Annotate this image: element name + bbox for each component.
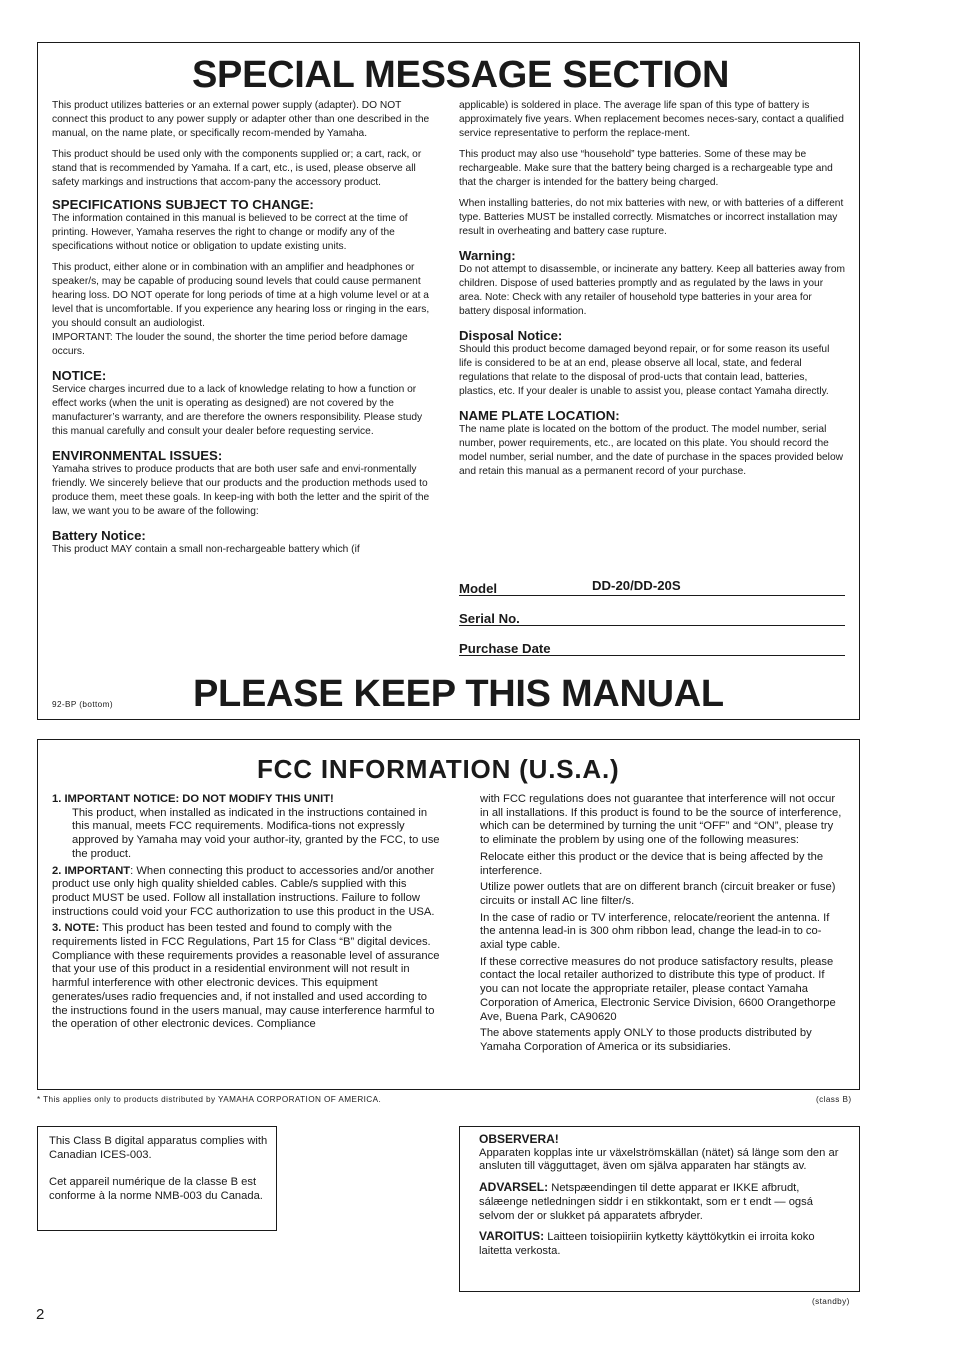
hearing-warning-text: This product, either alone or in combination with an amplifier and headphones or speaker/s, may be capable of producing sound levels that could cause permanent hearing loss. DO NOT operate for long periods of time at a high volume level or at a level that is uncomfortable. If you experience any hearing loss or ringing in the ears, you should consult an audiologist.	[52, 262, 430, 329]
observera-heading: OBSERVERA!	[479, 1132, 559, 1146]
model-label: Model	[459, 581, 498, 596]
keep-manual-title: PLEASE KEEP THIS MANUAL	[193, 673, 724, 715]
varoitus-text: Laitteen toisiopiiriin kytketty käyttökytkin ei irroita koko laitetta verkosta.	[479, 1231, 815, 1257]
fcc-right-paragraph-2: Relocate either this product or the device that is being affected by the interference.	[480, 850, 824, 877]
model-field	[459, 578, 845, 596]
intro-paragraph-1: This product utilizes batteries or an external power supply (adapter). DO NOT connect this product to any power supply or adapter other than one described in the manual, on the name plate, or specifically recom-mended by Yamaha.	[52, 100, 430, 139]
warning-heading: Warning:	[459, 248, 516, 263]
household-batteries-text: This product may also use “household” type batteries. Some of these may be rechargeable. Make sure that the battery being charged is a rechargeable type and that the charger is intended for the battery being charged.	[459, 149, 833, 188]
special-message-right-column	[459, 99, 845, 486]
canada-notice-english: This Class B digital apparatus complies with Canadian ICES-003.	[49, 1135, 268, 1161]
fcc-item-3-text: This product has been tested and found to comply with the requirements listed in FCC Regulations, Part 15 for Class “B” digital devices. Compliance with these requirements provides a reasonable level of assurance that your use of this product in a residential environment will not result in harmful interference with other electronic devices. This equipment generates/uses radio frequencies and, if not installed and used according to the instructions found in the users manual, may cause interference harmful to the operation of other electronic devices. Compliance	[52, 922, 440, 1031]
specifications-heading: SPECIFICATIONS SUBJECT TO CHANGE:	[52, 197, 314, 212]
fcc-item-1-text: This product, when installed as indicated in the instructions contained in this manual, meets FCC requirements. Modifica-tions not expressly approved by Yamaha may void your author-ity, granted by the FCC, to use the product.	[72, 806, 440, 860]
fcc-item-3	[52, 922, 440, 1032]
fcc-item-2-heading: 2. IMPORTANT	[52, 864, 131, 877]
intro-paragraph-2: This product should be used only with the components supplied or; a cart, rack, or stand that is recommended by Yamaha. If a cart, etc., is used, please observe all safety markings and instructions that accom-pany the accessory product.	[52, 149, 422, 188]
varoitus-paragraph	[479, 1230, 845, 1258]
serial-number-field	[459, 612, 845, 626]
advarsel-paragraph	[479, 1181, 845, 1223]
special-message-title: SPECIAL MESSAGE SECTION	[192, 54, 730, 96]
fcc-right-column	[480, 793, 842, 1058]
notice-heading: NOTICE:	[52, 368, 107, 383]
varoitus-heading: VAROITUS:	[479, 1229, 545, 1244]
canada-notice-text	[49, 1135, 269, 1218]
fcc-title: FCC INFORMATION (U.S.A.)	[257, 754, 620, 784]
advarsel-heading: ADVARSEL:	[479, 1180, 549, 1195]
battery-continued-text: applicable) is soldered in place. The average life span of this type of battery is approximately five years. When replacement becomes neces-sary, contact a qualified service representative to perform the replace-ment.	[459, 100, 844, 139]
fcc-item-3-heading: 3. NOTE:	[52, 922, 100, 935]
fcc-right-paragraph-5: If these corrective measures do not produce satisfactory results, please contact the local retailer authorized to distribute this type of product. If you can not locate the appropriate retailer, please contact Yamaha Corporation of America, Electronic Service Division, 6600 Orangethorpe Ave, Buena Park, CA90620	[480, 955, 836, 1023]
name-plate-heading: NAME PLATE LOCATION:	[459, 408, 620, 423]
canada-notice-french: Cet appareil numérique de la classe B est conforme à la norme NMB-003 du Canada.	[49, 1176, 263, 1203]
class-b-label: (class B)	[816, 1095, 852, 1104]
page-number: 2	[36, 1306, 45, 1323]
specifications-text: The information contained in this manual is believed to be correct at the time of printing. However, Yamaha reserves the right to change or modify any of the specifications without notice or obligation to update existing units.	[52, 213, 408, 252]
fcc-right-paragraph-3: Utilize power outlets that are on different branch (circuit breaker or fuse) circuits or install AC line filter/s.	[480, 881, 836, 907]
document-code: 92-BP (bottom)	[52, 700, 113, 709]
battery-notice-heading: Battery Notice:	[52, 528, 146, 543]
battery-install-text: When installing batteries, do not mix batteries with new, or with batteries of a different type. Batteries MUST be installed correctly. Mismatches or incorrect installation may result in overheating and battery case rupture.	[459, 198, 844, 237]
purchase-date-label: Purchase Date	[459, 641, 551, 656]
fcc-right-paragraph-6: The above statements apply ONLY to those products distributed by Yamaha Corporation of America or its subsidiaries.	[480, 1027, 812, 1053]
warning-text: Do not attempt to disassemble, or incinerate any battery. Keep all batteries away from children. Dispose of used batteries promptly and as regulated by the laws in your area. Note: Check with any retailer of household type batteries in your area for battery disposal information.	[459, 264, 845, 317]
advarsel-text: Netspæendingen til dette apparat er IKKE afbrudt, sálæenge netledningen siddr i en stikkontakt, som er t endt — ogsá selvom der or slukket pá apparatets afbryder.	[479, 1182, 813, 1222]
disposal-text: Should this product become damaged beyond repair, or for some reason its useful life is considered to be at an end, please observe all local, state, and federal regulations that relate to the disposal of prod-ucts that contain lead, batteries, plastics, etc. If your dealer is unable to assist you, please contact Yamaha directly.	[459, 344, 830, 397]
fcc-item-2-text: : When connecting this product to accessories and/or another product use only high quality shielded cables. Cable/s supplied with this product MUST be used. Follow all installation instructions. Failure to follow instructions could void your FCC authorization to use this product in the USA.	[52, 864, 435, 918]
standby-label: (standby)	[812, 1297, 850, 1306]
serial-number-label: Serial No.	[459, 611, 520, 626]
name-plate-text: The name plate is located on the bottom of the product. The model number, serial number, power requirements, etc., are located on this plate. You should record the model number, serial number, and the date of purchase in the spaces provided below and retain this manual as a permanent record of your purchase.	[459, 424, 843, 477]
environmental-text: Yamaha strives to produce products that are both user safe and envi-ronmentally friendly. We sincerely believe that our products and the production methods used to produce them, meet these goals. In keep-ing with both the letter and the spirit of the law, we want you to be aware of the following:	[52, 464, 430, 517]
notice-text: Service charges incurred due to a lack of knowledge relating to how a function or effect works (when the unit is operating as designed) are not covered by the manufacturer’s warranty, and are therefore the owners responsibility. Please study this manual carefully and consult your dealer before requesting service.	[52, 384, 423, 437]
fcc-right-paragraph-4: In the case of radio or TV interference, relocate/reorient the antenna. If the antenna lead-in is 300 ohm ribbon lead, change the lead-in to co-axial type cable.	[480, 911, 830, 952]
environmental-heading: ENVIRONMENTAL ISSUES:	[52, 448, 223, 463]
fcc-right-paragraph-1: with FCC regulations does not guarantee that interference will not occur in all installations. If this product is found to be the source of interference, which can be determined by turning the unit “OFF” and “ON”, please try to eliminate the problem by using one of the following measures:	[480, 793, 842, 847]
fcc-left-column	[52, 793, 440, 1032]
fcc-item-2	[52, 865, 440, 920]
disposal-heading: Disposal Notice:	[459, 328, 563, 343]
fcc-item-1-heading: 1. IMPORTANT NOTICE: DO NOT MODIFY THIS UNIT!	[52, 793, 334, 805]
model-value: DD-20/DD-20S	[592, 578, 681, 593]
special-message-left-column	[52, 99, 438, 564]
fcc-footnote: * This applies only to products distributed by YAMAHA CORPORATION OF AMERICA.	[37, 1095, 382, 1104]
battery-notice-text: This product MAY contain a small non-rechargeable battery which (if	[52, 544, 360, 555]
observera-text: Apparaten kopplas inte ur växelströmskällan (nätet) sá länge som den ar ansluten till vägguttaget, även om själva apparaten har stängts av.	[479, 1146, 839, 1173]
nordic-warning-text	[479, 1133, 845, 1266]
important-text: IMPORTANT: The louder the sound, the shorter the time period before damage occurs.	[52, 332, 408, 357]
purchase-date-field	[459, 642, 845, 656]
